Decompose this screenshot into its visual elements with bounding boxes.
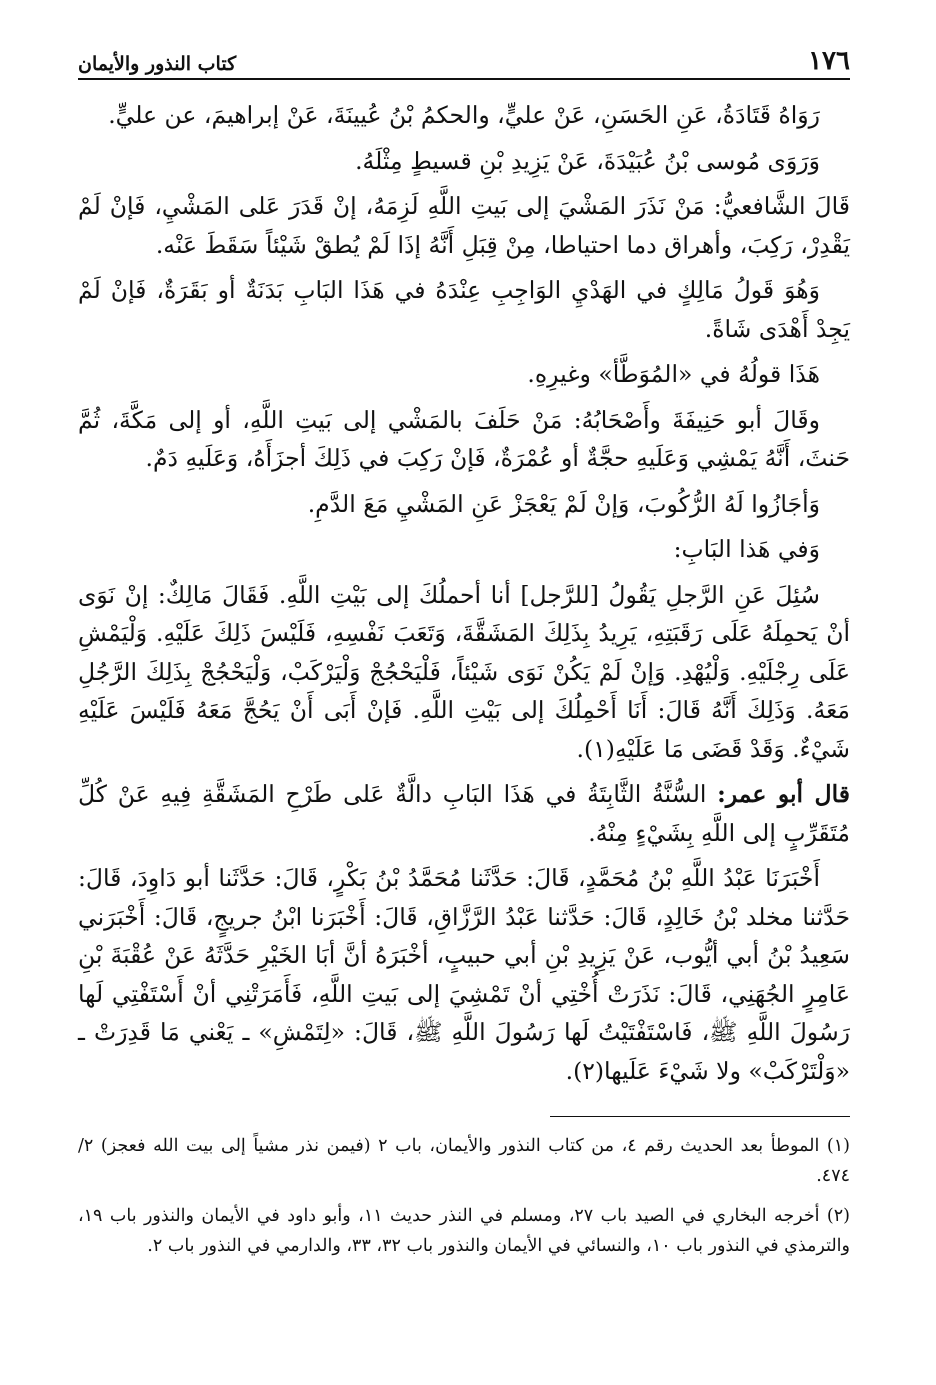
page-header	[78, 36, 850, 80]
paragraph-shafii: قَالَ الشَّافعيُّ: مَنْ نَذَرَ المَشْيَ إلى بَيتِ اللَّهِ لَزِمَهُ، إنْ قَدَرَ عَلى المَشْيِ، فَإنْ لَمْ يَقْدِرْ، رَكِبَ، وأهراق دما احتياطا، مِنْ قِبَلِ أَنَّهُ إذَا لَمْ يُطقْ شَيْئاً سَقَطَ عَنْه.	[78, 192, 850, 259]
abu-umar-text: السُّنَّةُ الثَّابِتَةُ في هَذَا البَابِ دالَّةٌ عَلى طَرْحِ المَشَقَّةِ فِيهِ عَنْ كُلِّ مُتَقَرِّبٍ إلى اللَّهِ بِشَيْءٍ مِنْهُ.	[78, 780, 850, 847]
page-number: ١٧٦	[808, 46, 850, 76]
paragraph-rukub: وَأجَازُوا لَهُ الرُّكُوبَ، وَإنْ لَمْ يَعْجَزْ عَنِ المَشْيِ مَعَ الدَّمِ.	[307, 489, 820, 518]
footnote-2: (٢) أخرجه البخاري في الصيد باب ٢٧، ومسلم في النذر حديث ١١، وأبو داود في الأيمان والنذور باب ١٩، والترمذي في النذور باب ١٠، والنسائي في الأيمان والنذور باب ٣٢، ٣٣، والدارمي في النذور باب ٢.	[78, 1206, 850, 1256]
book-title: كتاب النذور والأيمان	[78, 53, 237, 75]
paragraph-isnad-uqba: أَخْبَرَنَا عَبْدُ اللَّهِ بْنُ مُحَمَّدٍ، قَالَ: حَدَّثَنا مُحَمَّدُ بْنُ بَكْرٍ، قَالَ: حَدَّثَنا أبو دَاوِدَ، قَالَ: حَدَّثنا مخلد بْنُ خَالِدٍ، قَالَ: حَدَّثنا عَبْدُ الرَّزَّاقِ، قَالَ: أَخْبَرَنا ابْنُ جريجٍ، قَالَ: أَخْبَرَني سَعِيدُ بْنُ أبي أيُّوب، عَنْ يَزِيدِ بْنِ أبي حبيبٍ، أخْبَرَهُ أنَّ أبَا الخَيْرِ حَدَّثَهُ عَنْ عُقْبَةَ بْنِ عَامِرٍ الجُهَنِي، قَالَ: نَذَرَتْ أُخْتِي أنْ تَمْشِيَ إلى بَيتِ اللَّهِ، فَأَمَرَتْنِي أنْ أَسْتَفْتِي لَها رَسُولَ اللَّهِ ﷺ، فَاسْتَفْتَيْتُ لَها رَسُولَ اللَّهِ ﷺ، قَالَ: «لِتَمْشِ» ـ يَعْني مَا قَدِرَتْ ـ «وَلْتَرْكَبْ» ولا شَيْءَ عَلَيها(٢).	[78, 864, 850, 1085]
book-page	[78, 36, 850, 1366]
paragraph-suila-malik: سُئِلَ عَنِ الرَّجلِ يَقُولُ [للرَّجل] أنا أحملُكَ إلى بَيْتِ اللَّهِ. فَقَالَ مَالِكٌ: إنْ نَوَى أنْ يَحمِلَهُ عَلَى رَقَبَتِهِ، يَرِيدُ بِذَلِكَ المَشَقَّةَ، وَتَعَبَ نَفْسِهِ، فَلَيْسَ ذَلِكَ عَلَيْهِ. وَلْيَمْشِ عَلَى رِجْلَيْهِ. وَلْيُهْدِ. وَإنْ لَمْ يَكُنْ نَوَى شَيْئاً، فَلْيَحْجُجْ وَلْيَرْكَبْ، وَلْيَحْجُجْ بِذَلِكَ الرَّجُلِ مَعَهُ. وَذَلِكَ أَنَّهُ قَالَ: أَنَا أَحْمِلُكَ إلى بَيْتِ اللَّهِ. فَإنْ أَبَى أَنْ يَحُجَّ مَعَهُ فَلَيْسَ عَلَيْهِ شَيْءٌ. وَقَدْ قَضَى مَا عَلَيْهِ(١).	[78, 580, 850, 763]
paragraph-abu-umar	[78, 775, 850, 852]
paragraph-malik-hady: وَهُوَ قَولُ مَالِكٍ في الهَدْيِ الوَاجِبِ عِنْدَهُ في هَذَا البَابِ بَدَنَةٌ أو بَقَرَةٌ، فَإنْ لَمْ يَجِدْ أَهْدَى شَاةً.	[78, 276, 850, 343]
paragraph-riwaya-musa: وَرَوَى مُوسى بْنُ عُبَيْدَةَ، عَنْ يَزِيدِ بْنِ قسيطٍ مِثْلَهُ.	[355, 146, 820, 175]
paragraph-fi-hadha-al-bab: وَفي هَذا البَابِ:	[673, 535, 820, 563]
main-text	[78, 96, 850, 1090]
paragraph-muwatta: هَذَا قولُهُ في «المُوَطَّأ» وغيرِهِ.	[527, 360, 820, 388]
footnote-1: (١) الموطأ بعد الحديث رقم ٤، من كتاب النذور والأيمان، باب ٢ (فيمن نذر مشياً إلى بيت الله فعجز) ٢/ ٤٧٤.	[78, 1136, 850, 1186]
abu-umar-lead: قال أبو عمر:	[717, 780, 850, 808]
paragraph-abu-hanifa: وقَالَ أبو حَنِيفَةَ وأَصْحَابُهُ: مَنْ حَلَفَ بالمَشْي إلى بَيتِ اللَّهِ، أو إلى مَكَّةَ، ثُمَّ حَنثَ، أَنَّهُ يَمْشِي وَعَلَيهِ حجَّةٌ أو عُمْرَةٌ، فَإنْ رَكِبَ في ذَلِكَ أجزَأَهُ، وَعَلَيهِ دَمٌ.	[78, 405, 850, 472]
footnote-separator	[550, 1116, 850, 1117]
footnotes	[78, 1131, 850, 1261]
paragraph-riwaya-qatada: رَوَاهُ قَتَادَةُ، عَنِ الحَسَنِ، عَنْ عليٍّ، والحكمُ بْنُ عُيينَةَ، عَنْ إبراهيمَ، عن عليٍّ.	[108, 101, 820, 129]
